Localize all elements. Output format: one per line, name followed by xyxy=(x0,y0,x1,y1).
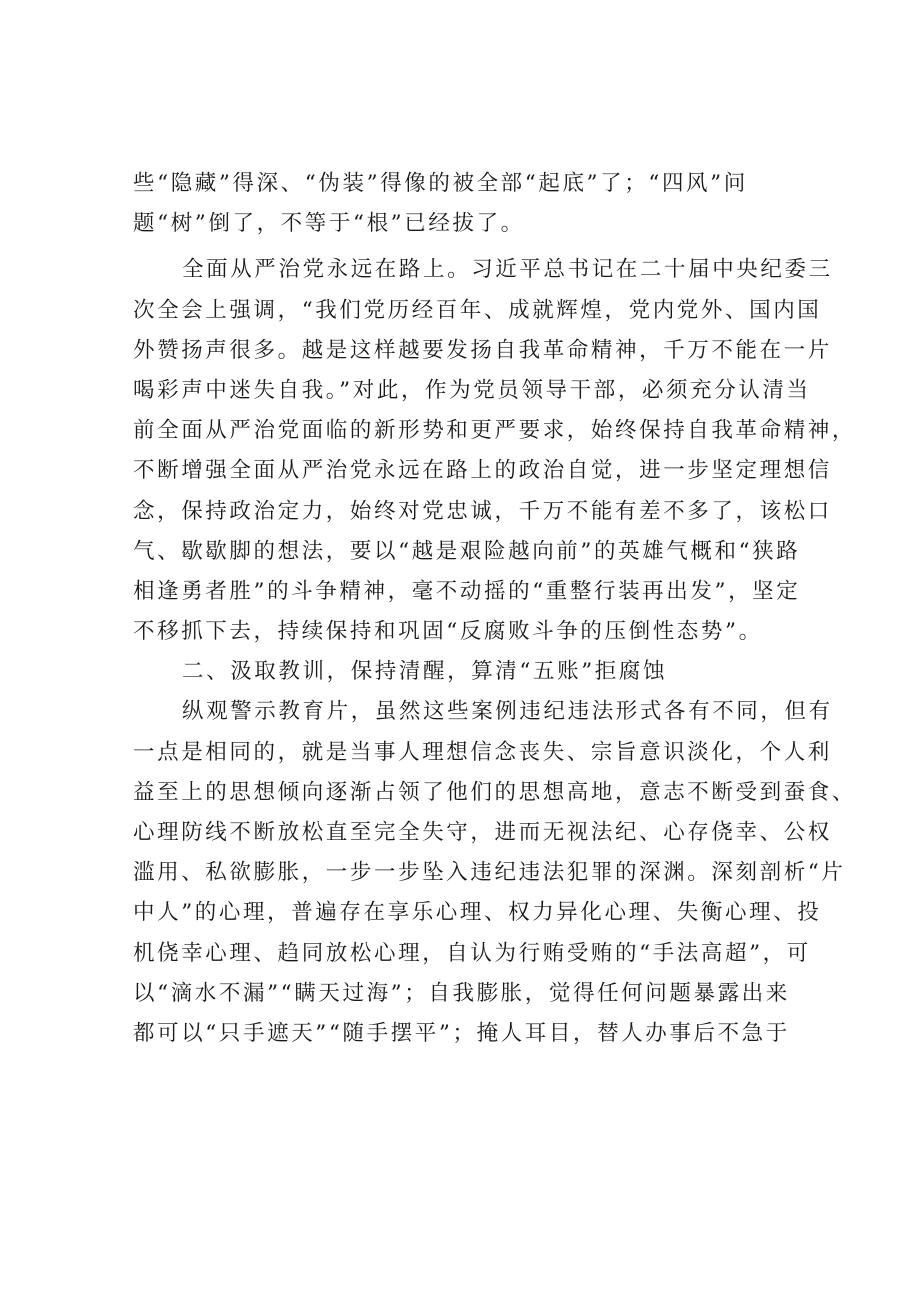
text-line: 中人”的心理，普遍存在享乐心理、权力异化心理、失衡心理、投 xyxy=(133,900,822,926)
text-line: 不移抓下去，持续保持和巩固“反腐败斗争的压倒性态势”。 xyxy=(133,619,763,645)
text-line: 心理防线不断放松直至完全失守，进而无视法纪、心存侥幸、公权 xyxy=(133,820,832,845)
text-line: 滥用、私欲膨胀，一步一步坠入违纪违法犯罪的深渊。深刻剖析“片 xyxy=(133,860,846,886)
text-line: 些“隐藏”得深、“伪装”得像的被全部“起底”了；“四风”问 xyxy=(133,171,748,196)
text-line: 不断增强全面从严治党永远在路上的政治自觉，进一步坚定理想信 xyxy=(133,458,832,484)
text-line: 机侥幸心理、趋同放松心理，自认为行贿受贿的“手法高超”，可 xyxy=(133,940,811,966)
text-line: 全面从严治党永远在路上。习近平总书记在二十届中央纪委三 xyxy=(182,257,833,283)
text-line: 气、歇歇脚的想法，要以“越是艰险越向前”的英雄气概和“狭路 xyxy=(133,538,801,564)
text-line: 都可以“只手遮天”“随手摆平”；掩人耳目，替人办事后不急于 xyxy=(133,1020,790,1046)
text-line: 一点是相同的，就是当事人理想信念丧失、宗旨意识淡化，个人利 xyxy=(133,739,832,765)
paragraph-continuation xyxy=(133,164,797,244)
text-line: 益至上的思想倾向逐渐占领了他们的思想高地，意志不断受到蚕食、 xyxy=(133,779,857,805)
text-line: 喝彩声中迷失自我。”对此，作为党员领导干部，必须充分认清当 xyxy=(133,377,811,403)
text-line: 题“树”倒了，不等于“根”已经拔了。 xyxy=(133,211,525,237)
text-line: 念，保持政治定力，始终对党忠诚，千万不能有差不多了，该松口 xyxy=(133,498,832,524)
text-line: 相逢勇者胜”的斗争精神，毫不动摇的“重整行装再出发”，坚定 xyxy=(133,578,801,604)
section-heading xyxy=(133,652,797,692)
text-line: 以“滴水不漏”“瞒天过海”；自我膨胀，觉得任何问题暴露出来 xyxy=(133,980,790,1006)
text-line: 前全面从严治党面临的新形势和更严要求，始终保持自我革命精神， xyxy=(133,418,857,444)
text-line: 纵观警示教育片，虽然这些案例违纪违法形式各有不同，但有 xyxy=(182,699,833,725)
section-heading-text: 二、汲取教训，保持清醒，算清“五账”拒腐蚀 xyxy=(182,659,668,685)
text-line: 次全会上强调，“我们党历经百年、成就辉煌，党内党外、国内国 xyxy=(133,297,822,323)
paragraph-lessons xyxy=(133,692,857,1054)
paragraph-strict-governance xyxy=(133,250,857,652)
document-body xyxy=(133,164,857,1054)
text-line: 外赞扬声很多。越是这样越要发扬自我革命精神，千万不能在一片 xyxy=(133,337,832,363)
